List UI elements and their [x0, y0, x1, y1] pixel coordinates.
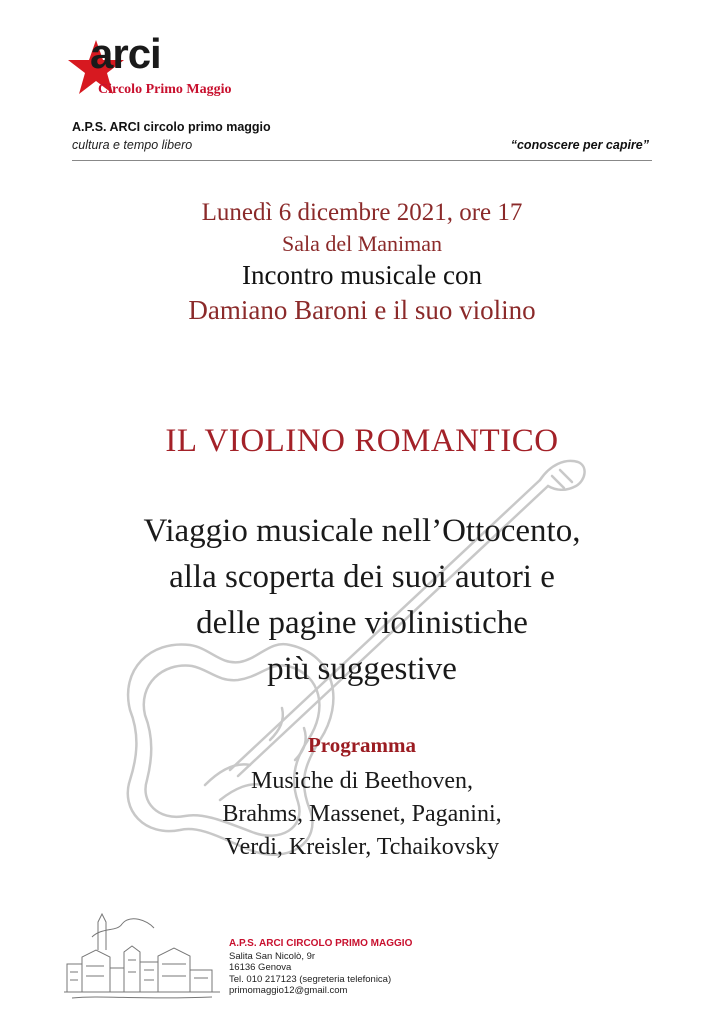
- programma-line: Musiche di Beethoven,: [251, 768, 473, 794]
- event-performer: Damiano Baroni e il suo violino: [188, 295, 536, 325]
- description-line: Viaggio musicale nell’Ottocento,: [143, 513, 581, 549]
- footer-address-line: 16136 Genova: [229, 962, 292, 974]
- footer-org-name: A.P.S. ARCI CIRCOLO PRIMO MAGGIO: [229, 938, 413, 949]
- org-name: A.P.S. ARCI circolo primo maggio: [72, 120, 271, 134]
- description-line: alla scoperta dei suoi autori e: [169, 559, 555, 595]
- footer-email: primomaggio12@gmail.com: [229, 984, 348, 996]
- footer-address-line: Salita San Nicolò, 9r: [229, 951, 316, 962]
- programma-line: Verdi, Kreisler, Tchaikovsky: [224, 834, 500, 860]
- event-date: Lunedì 6 dicembre 2021, ore 17: [201, 199, 523, 226]
- programma-text: [0, 765, 724, 864]
- description-line: delle pagine violinistiche: [196, 605, 528, 641]
- event-venue: Sala del Maniman: [281, 231, 443, 256]
- logo-subtitle: Circolo Primo Maggio: [98, 82, 232, 97]
- event-title: IL VIOLINO ROMANTICO: [165, 423, 559, 459]
- footer-phone: Tel. 010 217123 (segreteria telefonica): [229, 973, 392, 985]
- org-tagline: cultura e tempo libero: [72, 138, 193, 152]
- arci-logo: [66, 30, 266, 102]
- programma-line: Brahms, Massenet, Paganini,: [222, 801, 502, 827]
- header-divider: [72, 160, 652, 161]
- event-intro: Incontro musicale con: [242, 260, 482, 290]
- description-line: più suggestive: [267, 651, 457, 687]
- logo-word: arci: [90, 30, 161, 77]
- programma-label: Programma: [307, 733, 417, 757]
- motto: “conoscere per capire”: [510, 138, 649, 152]
- event-description: [0, 508, 724, 692]
- town-sketch-icon: [62, 902, 222, 1002]
- footer-address: [229, 938, 412, 996]
